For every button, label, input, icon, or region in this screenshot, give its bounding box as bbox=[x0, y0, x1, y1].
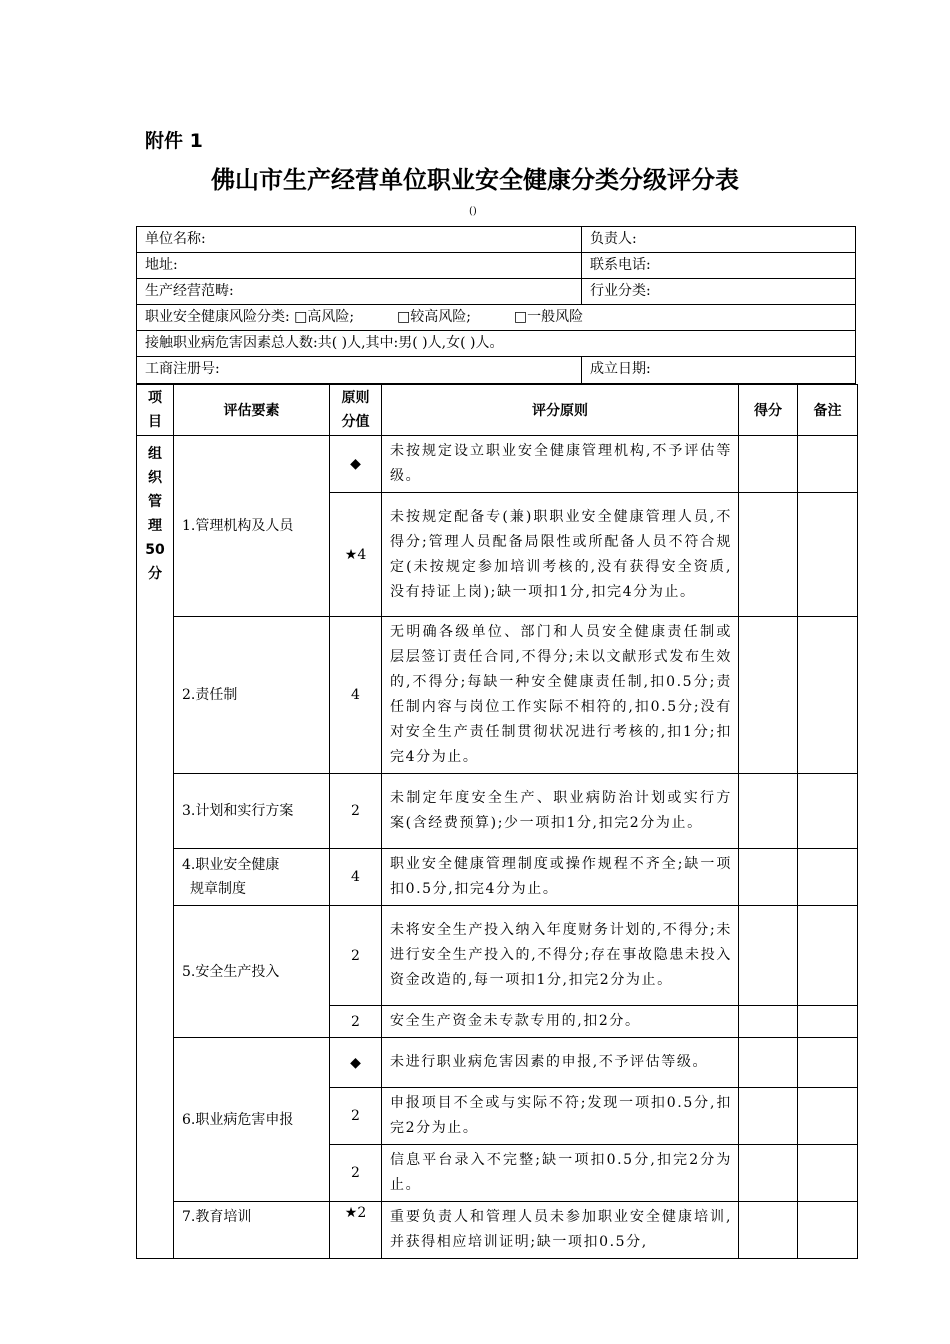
element-cell: 4.职业安全健康 规章制度 bbox=[174, 849, 330, 906]
exposure-count-field: 接触职业病危害因素总人数:共( )人,其中:男( )人,女( )人。 bbox=[145, 335, 504, 351]
rule-cell: 职业安全健康管理制度或操作规程不齐全;缺一项扣0.5分,扣完4分为止。 bbox=[382, 849, 739, 906]
attachment-label: 附件 1 bbox=[145, 130, 203, 152]
unit-info-table bbox=[136, 226, 856, 384]
value-cell: ◆ bbox=[330, 436, 382, 493]
table-header-row bbox=[137, 385, 858, 436]
table-row bbox=[137, 849, 858, 906]
note-cell[interactable] bbox=[798, 1006, 858, 1038]
risk-classification bbox=[137, 305, 855, 330]
score-cell[interactable] bbox=[739, 1038, 798, 1088]
registration-no-field: 工商注册号: bbox=[145, 361, 220, 377]
score-cell[interactable] bbox=[739, 1202, 798, 1259]
value-cell: 2 bbox=[330, 1088, 382, 1145]
note-cell[interactable] bbox=[798, 617, 858, 774]
info-row-scope bbox=[137, 279, 855, 305]
value-cell: ★2 bbox=[330, 1202, 382, 1259]
info-row-risk bbox=[137, 305, 855, 331]
header-rule: 评分原则 bbox=[382, 385, 739, 436]
rule-cell: 未制定年度安全生产、职业病防治计划或实行方案(含经费预算);少一项扣1分,扣完2分为止。 bbox=[382, 774, 739, 849]
element-cell: 5.安全生产投入 bbox=[174, 906, 330, 1038]
phone-field: 联系电话: bbox=[581, 253, 855, 278]
rule-cell: 重要负责人和管理人员未参加职业安全健康培训,并获得相应培训证明;缺一项扣0.5分, bbox=[382, 1202, 739, 1259]
rule-cell: 申报项目不全或与实际不符;发现一项扣0.5分,扣完2分为止。 bbox=[382, 1088, 739, 1145]
rule-cell: 安全生产资金未专款专用的,扣2分。 bbox=[382, 1006, 739, 1038]
value-cell: 2 bbox=[330, 1145, 382, 1202]
value-cell: ◆ bbox=[330, 1038, 382, 1088]
value-cell: 4 bbox=[330, 849, 382, 906]
table-row bbox=[137, 774, 858, 849]
score-cell[interactable] bbox=[739, 1006, 798, 1038]
element-cell: 3.计划和实行方案 bbox=[174, 774, 330, 849]
rule-cell: 无明确各级单位、部门和人员安全健康责任制或层层签订责任合同,不得分;未以文献形式发布生效的,不得分;每缺一种安全健康责任制,扣0.5分;责任制内容与岗位工作实际不相符的,扣0.5分;没有对安全生产责任制贯彻状况进行考核的,扣1分;扣完4分为止。 bbox=[382, 617, 739, 774]
note-cell[interactable] bbox=[798, 906, 858, 1006]
note-cell[interactable] bbox=[798, 1038, 858, 1088]
header-value: 原则 分值 bbox=[330, 385, 382, 436]
note-cell[interactable] bbox=[798, 436, 858, 493]
element-cell: 2.责任制 bbox=[174, 617, 330, 774]
header-note: 备注 bbox=[798, 385, 858, 436]
header-item: 项 目 bbox=[137, 385, 174, 436]
value-cell: 2 bbox=[330, 1006, 382, 1038]
risk-low-option: □一般风险 bbox=[513, 309, 584, 325]
value-cell: 2 bbox=[330, 906, 382, 1006]
score-cell[interactable] bbox=[739, 774, 798, 849]
value-cell: ★4 bbox=[330, 493, 382, 617]
score-cell[interactable] bbox=[739, 617, 798, 774]
table-row bbox=[137, 1038, 858, 1088]
establish-date-field: 成立日期: bbox=[581, 357, 855, 383]
scope-field: 生产经营范畴: bbox=[145, 283, 234, 299]
score-cell[interactable] bbox=[739, 906, 798, 1006]
element-cell: 7.教育培训 bbox=[174, 1202, 330, 1259]
info-row-registration bbox=[137, 357, 855, 383]
info-row-unit bbox=[137, 227, 855, 253]
score-cell[interactable] bbox=[739, 1088, 798, 1145]
scoring-table bbox=[136, 384, 858, 1259]
address-field: 地址: bbox=[145, 257, 178, 273]
note-cell[interactable] bbox=[798, 493, 858, 617]
rule-cell: 未进行职业病危害因素的申报,不予评估等级。 bbox=[382, 1038, 739, 1088]
rule-cell: 未将安全生产投入纳入年度财务计划的,不得分;未进行安全生产投入的,不得分;存在事故隐患未投入资金改造的,每一项扣1分,扣完2分为止。 bbox=[382, 906, 739, 1006]
responsible-field: 负责人: bbox=[581, 227, 855, 252]
info-row-exposure bbox=[137, 331, 855, 357]
element-cell: 1.管理机构及人员 bbox=[174, 436, 330, 617]
score-cell[interactable] bbox=[739, 436, 798, 493]
rule-cell: 未按规定设立职业安全健康管理机构,不予评估等级。 bbox=[382, 436, 739, 493]
subtitle-mark: () bbox=[469, 206, 477, 217]
info-row-address bbox=[137, 253, 855, 279]
risk-mid-option: □较高风险; bbox=[397, 309, 471, 325]
note-cell[interactable] bbox=[798, 1088, 858, 1145]
category-organization: 组 织 管 理 50 分 bbox=[137, 436, 174, 1259]
unit-name-field: 单位名称: bbox=[145, 231, 206, 247]
value-cell: 2 bbox=[330, 774, 382, 849]
note-cell[interactable] bbox=[798, 1202, 858, 1259]
element-cell: 6.职业病危害申报 bbox=[174, 1038, 330, 1202]
header-score: 得分 bbox=[739, 385, 798, 436]
table-row bbox=[137, 617, 858, 774]
industry-field: 行业分类: bbox=[581, 279, 855, 304]
rule-cell: 信息平台录入不完整;缺一项扣0.5分,扣完2分为止。 bbox=[382, 1145, 739, 1202]
table-row bbox=[137, 436, 858, 493]
note-cell[interactable] bbox=[798, 1145, 858, 1202]
risk-high-option: □高风险; bbox=[294, 309, 355, 325]
page-title: 佛山市生产经营单位职业安全健康分类分级评分表 bbox=[211, 166, 739, 194]
score-cell[interactable] bbox=[739, 849, 798, 906]
score-cell[interactable] bbox=[739, 1145, 798, 1202]
note-cell[interactable] bbox=[798, 849, 858, 906]
table-row bbox=[137, 906, 858, 1006]
header-element: 评估要素 bbox=[174, 385, 330, 436]
table-row bbox=[137, 1202, 858, 1259]
risk-label: 职业安全健康风险分类: bbox=[145, 309, 290, 325]
score-cell[interactable] bbox=[739, 493, 798, 617]
note-cell[interactable] bbox=[798, 774, 858, 849]
value-cell: 4 bbox=[330, 617, 382, 774]
rule-cell: 未按规定配备专(兼)职职业安全健康管理人员,不得分;管理人员配备局限性或所配备人员不符合规定(未按规定参加培训考核的,没有获得安全资质,没有持证上岗);缺一项扣1分,扣完4分为止。 bbox=[382, 493, 739, 617]
